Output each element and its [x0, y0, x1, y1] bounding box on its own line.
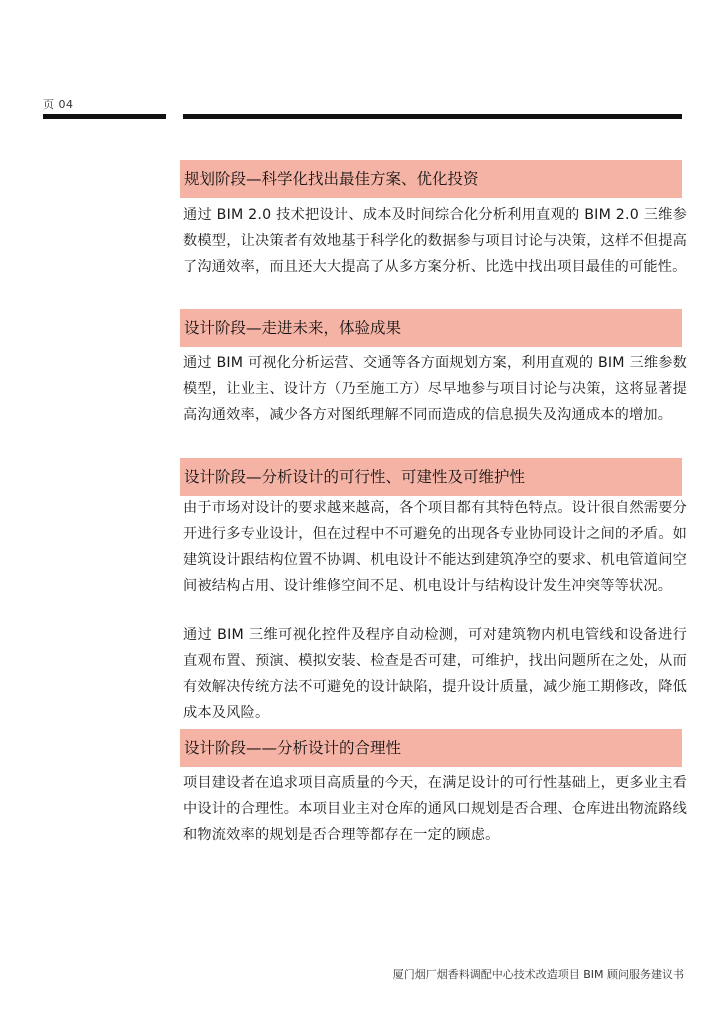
- section-paragraph: 项目建设者在追求项目高质量的今天，在满足设计的可行性基础上，更多业主看中设计的合理性。本项目业主对仓库的通风口规划是否合理、仓库进出物流路线和物流效率的规划是否合理等都存在一定的顾虑。: [183, 775, 687, 843]
- section-heading-planning: 规划阶段—科学化找出最佳方案、优化投资: [180, 160, 682, 198]
- header-rule-left: [43, 114, 166, 119]
- footer-document-title: 厦门烟厂烟香料调配中心技术改造项目 BIM 顾问服务建议书: [392, 968, 684, 981]
- section-paragraph: 由于市场对设计的要求越来越高，各个项目都有其特色特点。设计很自然需要分开进行多专业设计，但在过程中不可避免的出现各专业协同设计之间的矛盾。如建筑设计跟结构位置不协调、机电设计不能达到建筑净空的要求、机电管道间空间被结构占用、设计维修空间不足、机电设计与结构设计发生冲突等等状况。: [183, 500, 687, 594]
- section-heading-design-rationality: 设计阶段——分析设计的合理性: [180, 729, 682, 767]
- section-paragraph: 通过 BIM 2.0 技术把设计、成本及时间综合化分析利用直观的 BIM 2.0 三维参数模型，让决策者有效地基于科学化的数据参与项目讨论与决策，这样不但提高了沟通效率，而且还大大提高了从多方案分析、比选中找出项目最佳的可能性。: [183, 207, 687, 275]
- section-paragraph: 通过 BIM 可视化分析运营、交通等各方面规划方案，利用直观的 BIM 三维参数模型，让业主、设计方（乃至施工方）尽早地参与项目讨论与决策，这将显著提高沟通效率，减少各方对图纸理解不同而造成的信息损失及沟通成本的增加。: [183, 355, 687, 423]
- header-rule-right: [183, 114, 682, 119]
- page-label: 页 04: [43, 98, 74, 111]
- section-paragraph: 通过 BIM 三维可视化控件及程序自动检测，可对建筑物内机电管线和设备进行直观布置、预演、模拟安装、检查是否可建，可维护，找出问题所在之处，从而有效解决传统方法不可避免的设计缺陷，提升设计质量，减少施工期修改，降低成本及风险。: [183, 627, 687, 721]
- section-heading-design-feasibility: 设计阶段—分析设计的可行性、可建性及可维护性: [180, 458, 682, 496]
- section-heading-design-experience: 设计阶段—走进未来，体验成果: [180, 309, 682, 347]
